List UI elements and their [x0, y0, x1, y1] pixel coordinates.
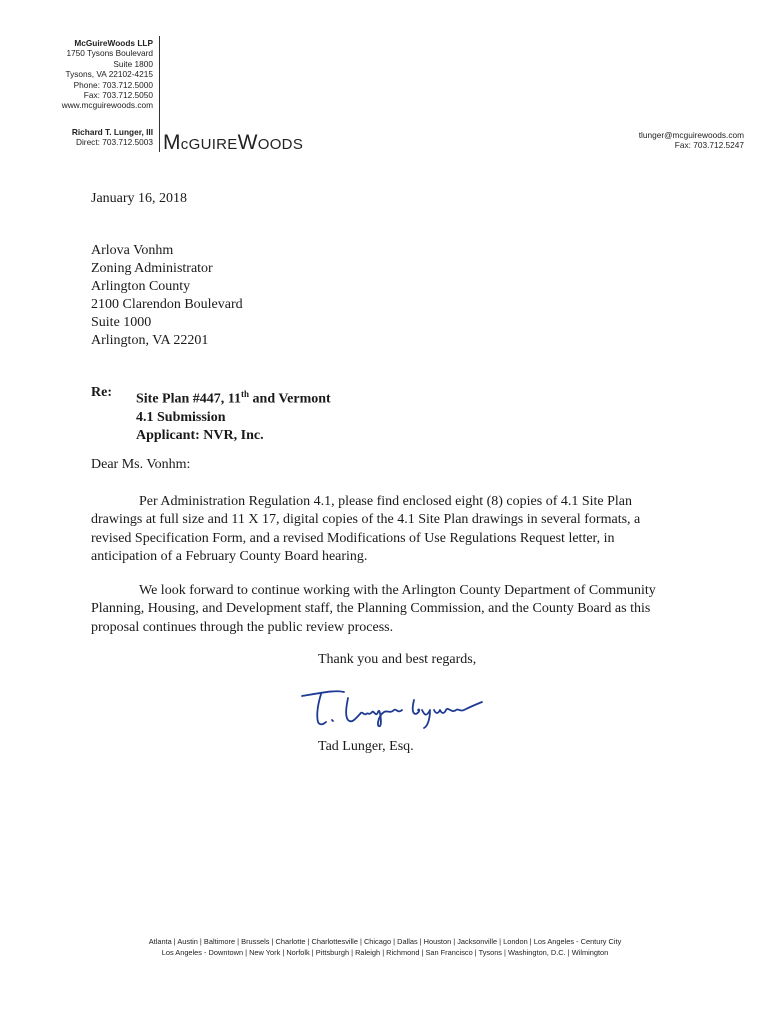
- recipient-name: Arlova Vonhm: [91, 243, 174, 258]
- office-locations-footer: [0, 936, 770, 958]
- paragraph-text: Per Administration Regulation 4.1, please find enclosed eight (8) copies of 4.1 Site Plan drawings at full size and 11 X 17, digital copies of the 4.1 Site Plan drawings in several formats, a revised Specification Form, and a revised Modifications of Use Regulations Request letter, in anticipation of a February County Board hearing.: [91, 494, 641, 565]
- handwritten-signature: [296, 684, 506, 737]
- subject-line: 4.1 Submission: [136, 409, 226, 425]
- recipient-street: 2100 Clarendon Boulevard: [91, 297, 243, 312]
- closing: Thank you and best regards,: [318, 652, 477, 667]
- attorney-name: Richard T. Lunger, III: [71, 126, 153, 137]
- attorney-email: tlunger@mcguirewoods.com: [638, 130, 744, 140]
- subject-line: [136, 385, 331, 409]
- re-label: Re:: [91, 385, 112, 400]
- firm-address-block: [20, 38, 153, 148]
- firm-fax: Fax: 703.712.5050: [83, 90, 153, 101]
- logo-text: OODS: [257, 136, 304, 153]
- logo-text: W: [237, 131, 258, 154]
- subject-text: Site Plan #447, 11: [136, 391, 242, 407]
- logo-text: M: [163, 131, 181, 154]
- firm-address-line: 1750 Tysons Boulevard: [66, 48, 153, 59]
- attorney-fax: Fax: 703.712.5247: [674, 140, 744, 151]
- recipient-title: Zoning Administrator: [91, 261, 213, 276]
- recipient-address: [91, 242, 243, 350]
- footer-line: Atlanta | Austin | Baltimore | Brussels | Charlotte | Charlottesville | Chicago | Dallas | Houston | Jacksonville | London | Los Angeles - Century City: [148, 937, 622, 946]
- signer-name: Tad Lunger, Esq.: [318, 739, 414, 754]
- recipient-city: Arlington, VA 22201: [91, 333, 209, 348]
- firm-website: www.mcguirewoods.com: [61, 100, 153, 111]
- attorney-contact: [639, 130, 744, 151]
- firm-phone: Phone: 703.712.5000: [73, 79, 153, 90]
- salutation: Dear Ms. Vonhm:: [91, 457, 191, 472]
- footer-line: Los Angeles - Downtown | New York | Norfolk | Pittsburgh | Raleigh | Richmond | San Francisco | Tysons | Washington, D.C. | Wilmington: [161, 948, 609, 957]
- recipient-organization: Arlington County: [91, 279, 191, 294]
- paragraph-text: We look forward to continue working with the Arlington County Department of Community Planning, Housing, and Development staff, the Planning Commission, and the County Board as this proposal continues through the public review process.: [91, 583, 656, 635]
- recipient-suite: Suite 1000: [91, 315, 152, 330]
- logo-text: GUIRE: [188, 136, 238, 153]
- subject-superscript: th: [241, 389, 250, 399]
- letterhead-divider: [159, 36, 160, 152]
- firm-address-line: Tysons, VA 22102-4215: [65, 69, 153, 80]
- logo-text: c: [180, 136, 189, 153]
- subject-line: Applicant: NVR, Inc.: [136, 427, 264, 443]
- firm-address-line: Suite 1800: [113, 58, 153, 69]
- body-paragraph: [91, 582, 681, 637]
- body-paragraph: [91, 493, 681, 567]
- firm-name: McGuireWoods LLP: [74, 38, 153, 48]
- firm-logo: [163, 131, 303, 155]
- subject-text: and Vermont: [249, 391, 331, 407]
- signature-image: [296, 684, 506, 732]
- attorney-direct-phone: Direct: 703.712.5003: [75, 137, 153, 148]
- letter-date: January 16, 2018: [91, 191, 188, 206]
- subject-block: [136, 385, 331, 445]
